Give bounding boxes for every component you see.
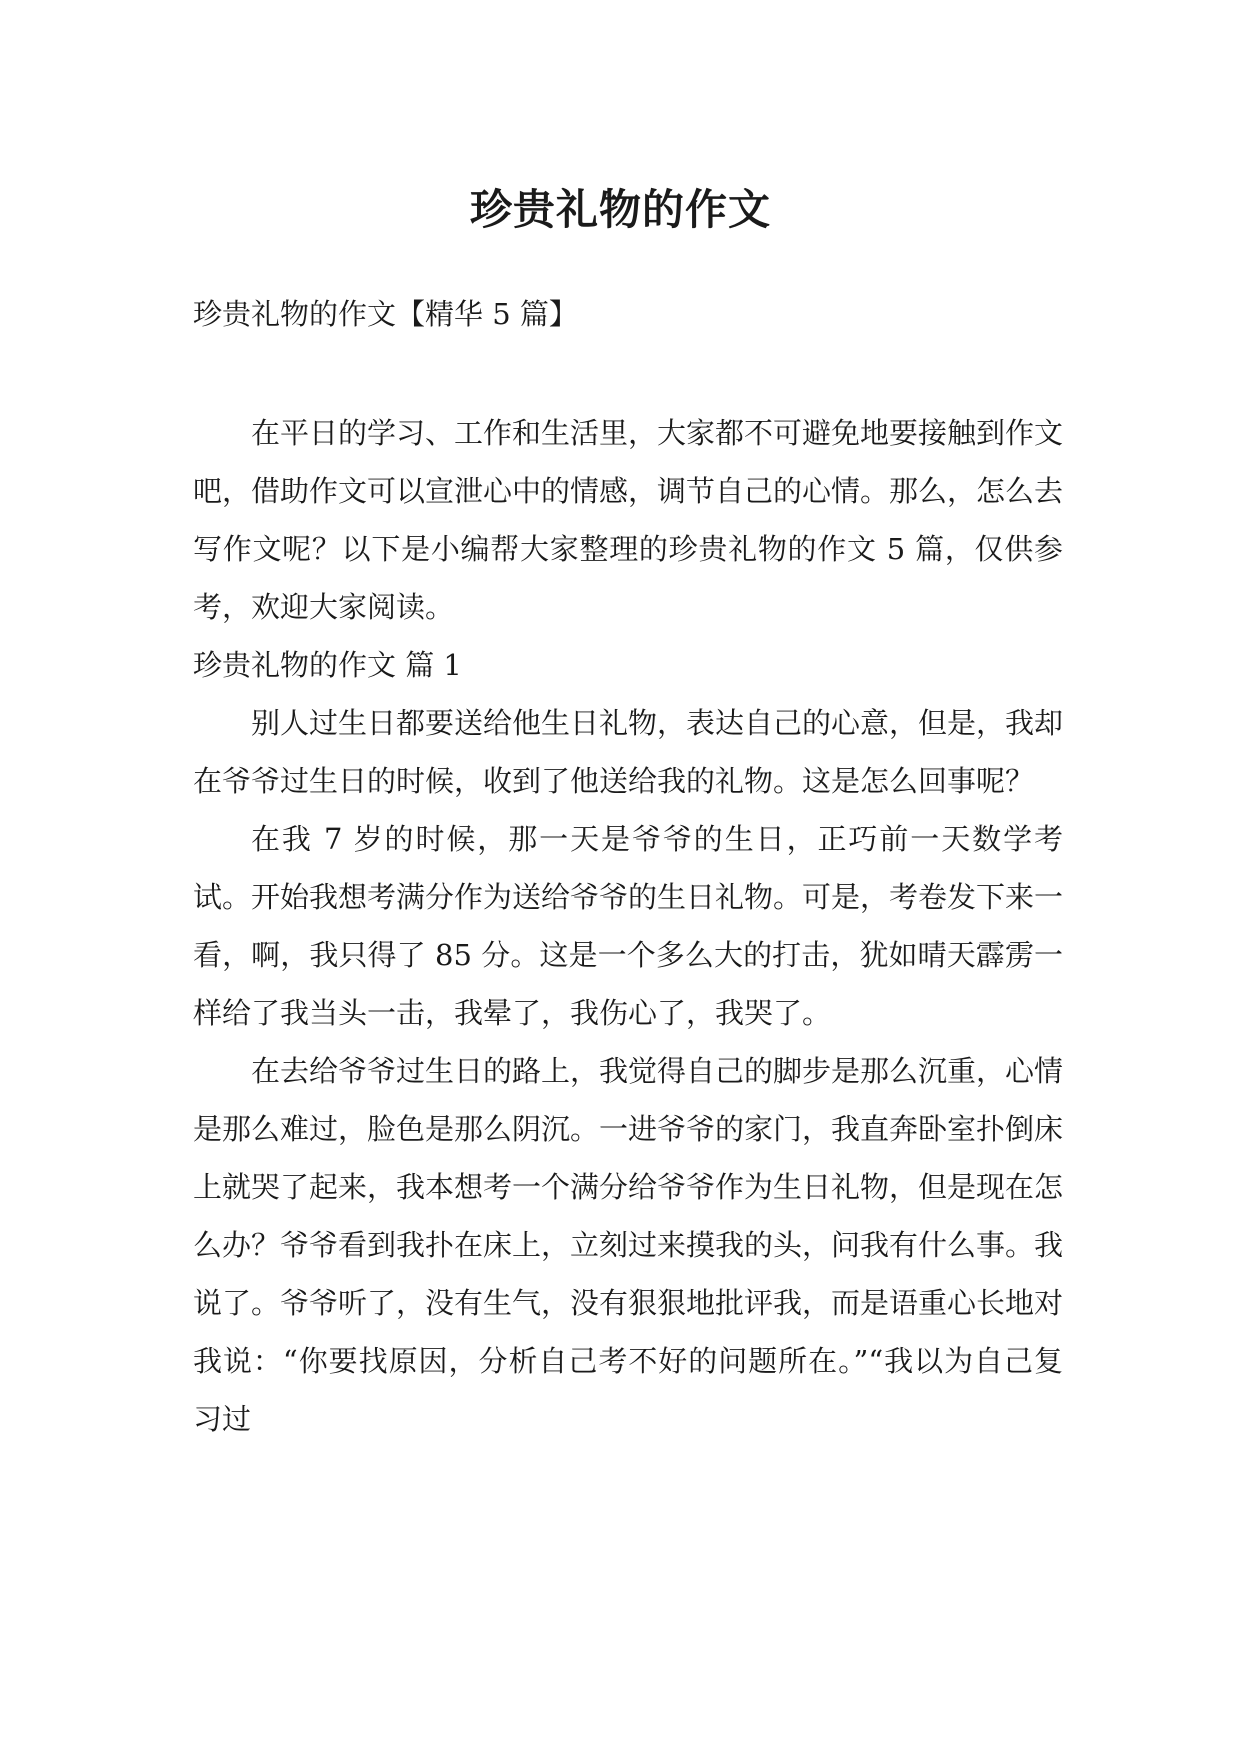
document-title: 珍贵礼物的作文 <box>469 185 771 235</box>
document-subtitle: 珍贵礼物的作文【精华 5 篇】 <box>193 297 578 331</box>
body-paragraph: 别人过生日都要送给他生日礼物，表达自己的心意，但是，我却在爷爷过生日的时候，收到了他送给我的礼物。这是怎么回事呢？ <box>193 706 1064 798</box>
body-paragraph: 在去给爷爷过生日的路上，我觉得自己的脚步是那么沉重，心情是那么难过，脸色是那么阴沉。一进爷爷的家门，我直奔卧室扑倒床上就哭了起来，我本想考一个满分给爷爷作为生日礼物，但是现在怎么办？爷爷看到我扑在床上，立刻过来摸我的头，问我有什么事。我说了。爷爷听了，没有生气，没有狠狠地批评我，而是语重心长地对我说：“你要找原因，分析自己考不好的问题所在。”“我以为自己复习过 <box>193 1054 1064 1436</box>
section-heading: 珍贵礼物的作文 篇 1 <box>193 648 462 682</box>
body-paragraph: 在我 7 岁的时候，那一天是爷爷的生日，正巧前一天数学考试。开始我想考满分作为送给爷爷的生日礼物。可是，考卷发下来一看，啊，我只得了 85 分。这是一个多么大的打击，犹如晴天霹雳一样给了我当头一击，我晕了，我伤心了，我哭了。 <box>193 822 1064 1030</box>
document-body <box>193 404 1063 1448</box>
intro-paragraph: 在平日的学习、工作和生活里，大家都不可避免地要接触到作文吧，借助作文可以宣泄心中的情感，调节自己的心情。那么，怎么去写作文呢？以下是小编帮大家整理的珍贵礼物的作文 5 篇，仅供参考，欢迎大家阅读。 <box>193 416 1064 624</box>
